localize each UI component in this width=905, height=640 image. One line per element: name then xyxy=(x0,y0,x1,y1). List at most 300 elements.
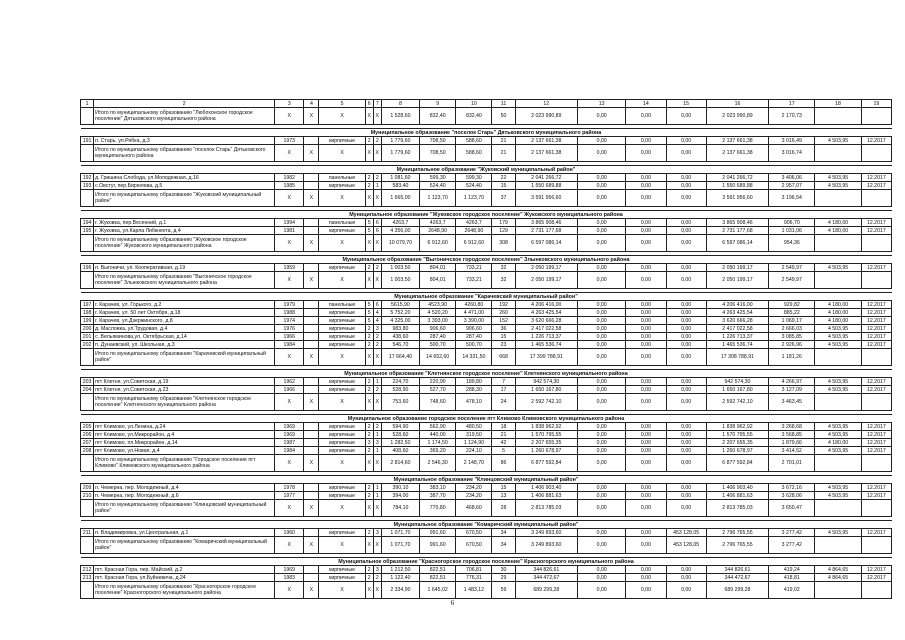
value-cell: 1 122,40 xyxy=(381,574,419,582)
value-cell: 0,00 xyxy=(626,431,666,439)
value-cell: 17 308 788,91 xyxy=(706,349,768,366)
value-cell: 189,80 xyxy=(456,378,492,386)
value-cell: 5 xyxy=(365,309,373,317)
column-number: 18 xyxy=(815,100,861,108)
value-cell: кирпичные xyxy=(319,447,365,455)
municipality-section-title: Муниципальное образование "Красногорское городское поселение" Красногорского муниципального района xyxy=(81,558,892,566)
value-cell: X xyxy=(275,272,304,289)
value-cell: 2 666,03 xyxy=(769,325,815,333)
value-cell: 4 864,65 xyxy=(815,574,861,582)
value-cell xyxy=(81,582,94,599)
value-cell: 234,20 xyxy=(456,484,492,492)
address-cell: г. Карачев, ул.Дзержинского, д.8 xyxy=(94,317,275,325)
value-cell: X xyxy=(373,190,381,207)
value-cell: 0,00 xyxy=(626,145,666,162)
value-cell: 32 xyxy=(492,264,515,272)
value-cell: 562,90 xyxy=(420,423,456,431)
value-cell: 599,30 xyxy=(456,174,492,182)
value-cell: 3 620 666,28 xyxy=(706,317,768,325)
value-cell: 3 016,49 xyxy=(769,137,815,145)
value-cell: X xyxy=(304,537,319,554)
building-row xyxy=(81,378,892,386)
value-cell: 1977 xyxy=(275,492,304,500)
value-cell: 288,30 xyxy=(456,386,492,394)
value-cell: 0,00 xyxy=(578,582,626,599)
municipality-total-row xyxy=(81,190,892,207)
value-cell: X xyxy=(365,394,373,411)
municipality-section-title: Муниципальное образование "Карачевский муниципальный район" xyxy=(81,293,892,301)
value-cell: 2 xyxy=(373,333,381,341)
value-cell: 2 137 661,38 xyxy=(515,145,577,162)
value-cell: 3 672,16 xyxy=(769,484,815,492)
value-cell: 196 xyxy=(81,264,94,272)
value-cell: 12.2017 xyxy=(861,182,891,190)
value-cell: 3 865 908,46 xyxy=(706,219,768,227)
building-row xyxy=(81,219,892,227)
value-cell: 2 926,96 xyxy=(769,341,815,349)
value-cell: 1 003,50 xyxy=(381,264,419,272)
value-cell: 5 xyxy=(365,219,373,227)
value-cell xyxy=(81,108,94,125)
value-cell: 2 xyxy=(365,423,373,431)
building-row xyxy=(81,301,892,309)
value-cell: 18 xyxy=(492,423,515,431)
value-cell: 0,00 xyxy=(578,227,626,235)
value-cell: 4 180,00 xyxy=(815,439,861,447)
value-cell: 2 813 785,03 xyxy=(515,500,577,517)
value-cell: X xyxy=(304,394,319,411)
value-cell xyxy=(861,108,891,125)
address-cell: г. Карачев, ул. 50 лет Октября, д.18 xyxy=(94,309,275,317)
value-cell: 822,51 xyxy=(420,574,456,582)
value-cell: 4 503,95 xyxy=(815,174,861,182)
value-cell: 30 xyxy=(492,566,515,574)
value-cell: X xyxy=(373,272,381,289)
value-cell: 0,00 xyxy=(626,227,666,235)
value-cell: 191 xyxy=(81,137,94,145)
value-cell: 199 xyxy=(81,317,94,325)
value-cell: 0,00 xyxy=(666,574,706,582)
value-cell: 203 xyxy=(81,378,94,386)
value-cell: 689 299,28 xyxy=(706,582,768,599)
value-cell: 6 912,60 xyxy=(456,235,492,252)
value-cell: 0,00 xyxy=(578,264,626,272)
value-cell: 2 549,97 xyxy=(769,264,815,272)
value-cell: 209 xyxy=(81,484,94,492)
value-cell: кирпичные xyxy=(319,492,365,500)
building-row xyxy=(81,317,892,325)
value-cell: 2 xyxy=(365,137,373,145)
value-cell xyxy=(861,455,891,472)
building-row xyxy=(81,447,892,455)
value-cell xyxy=(815,272,861,289)
page-number: 6 xyxy=(450,599,455,607)
value-cell xyxy=(304,447,319,455)
value-cell xyxy=(81,349,94,366)
address-cell: пгт Климово, ул.Ленина, д.24 xyxy=(94,423,275,431)
address-cell: пгт. Красная Гора, пер. Майский, д.2 xyxy=(94,566,275,574)
column-number: 19 xyxy=(861,100,891,108)
value-cell: 2 957,07 xyxy=(769,182,815,190)
value-cell: 12.2017 xyxy=(861,447,891,455)
building-row xyxy=(81,423,892,431)
address-cell: пгт Клетня, ул.Советская, д.23 xyxy=(94,386,275,394)
value-cell: 12.2017 xyxy=(861,484,891,492)
value-cell: 206 xyxy=(81,431,94,439)
value-cell: 4 180,00 xyxy=(815,309,861,317)
value-cell: 0,00 xyxy=(578,301,626,309)
value-cell xyxy=(304,492,319,500)
value-cell: X xyxy=(365,537,373,554)
value-cell: 4 503,95 xyxy=(815,484,861,492)
value-cell: 1 181,26 xyxy=(769,349,815,366)
municipality-section-row xyxy=(81,558,892,566)
value-cell: 12.2017 xyxy=(861,492,891,500)
value-cell: 390,10 xyxy=(381,484,419,492)
value-cell: 1 xyxy=(373,431,381,439)
value-cell: 0,00 xyxy=(626,182,666,190)
value-cell: 1974 xyxy=(275,317,304,325)
value-cell: 1969 xyxy=(275,566,304,574)
value-cell: 0,00 xyxy=(578,137,626,145)
value-cell xyxy=(304,431,319,439)
value-cell: 0,00 xyxy=(666,431,706,439)
municipality-section-title: Муниципальное образование "Жуковское городское поселение" Жуковского муниципального района xyxy=(81,211,892,219)
value-cell: 2 592 742,10 xyxy=(706,394,768,411)
value-cell: 0,00 xyxy=(666,137,706,145)
municipality-section-row xyxy=(81,211,892,219)
value-cell: 0,00 xyxy=(626,423,666,431)
value-cell: 319,50 xyxy=(456,431,492,439)
value-cell: 0,00 xyxy=(578,219,626,227)
value-cell xyxy=(304,174,319,182)
value-cell: 784,10 xyxy=(381,500,419,517)
column-number: 15 xyxy=(666,100,706,108)
municipality-section-row xyxy=(81,129,892,137)
value-cell xyxy=(304,566,319,574)
value-cell: 1 081,60 xyxy=(381,174,419,182)
value-cell: 201 xyxy=(81,333,94,341)
value-cell: 29 xyxy=(492,574,515,582)
value-cell: 2 xyxy=(365,484,373,492)
value-cell: 5 xyxy=(365,301,373,309)
value-cell: X xyxy=(373,455,381,472)
value-cell: 804,01 xyxy=(420,272,456,289)
value-cell: 670,50 xyxy=(456,537,492,554)
value-cell: панельные xyxy=(319,219,365,227)
value-cell: 0,00 xyxy=(666,174,706,182)
value-cell: кирпичные xyxy=(319,317,365,325)
value-cell: кирпичные xyxy=(319,333,365,341)
column-number: 10 xyxy=(456,100,492,108)
value-cell: X xyxy=(365,349,373,366)
value-cell xyxy=(815,394,861,411)
value-cell: 418,81 xyxy=(769,574,815,582)
value-cell: 1994 xyxy=(275,219,304,227)
value-cell: 0,00 xyxy=(626,272,666,289)
address-cell: с.Овстуг, пер.Бирюлева, д.5 xyxy=(94,182,275,190)
value-cell: 1 069,17 xyxy=(769,317,815,325)
value-cell: 1 650 167,80 xyxy=(706,386,768,394)
value-cell: 0,00 xyxy=(578,394,626,411)
value-cell: X xyxy=(304,108,319,125)
value-cell: 194 xyxy=(81,219,94,227)
value-cell: 438,60 xyxy=(381,333,419,341)
value-cell xyxy=(81,235,94,252)
building-row xyxy=(81,137,892,145)
value-cell: X xyxy=(365,500,373,517)
address-cell: Итого по муниципальному образованию "Красногорское городское поселение" Красногорского муниципального района xyxy=(94,582,275,599)
value-cell: 86 xyxy=(492,455,515,472)
value-cell: 1 xyxy=(373,378,381,386)
value-cell: 419,24 xyxy=(769,566,815,574)
value-cell: 1 212,50 xyxy=(381,566,419,574)
value-cell: 0,00 xyxy=(666,325,706,333)
value-cell: 733,21 xyxy=(456,272,492,289)
value-cell: 1 xyxy=(373,492,381,500)
value-cell: 0,00 xyxy=(578,272,626,289)
value-cell: 2 xyxy=(365,325,373,333)
housing-repair-table xyxy=(80,99,892,599)
value-cell: 2648,90 xyxy=(420,227,456,235)
value-cell: 344 826,61 xyxy=(706,566,768,574)
value-cell: 37 xyxy=(492,190,515,207)
value-cell: X xyxy=(365,455,373,472)
municipality-total-row xyxy=(81,500,892,517)
building-row xyxy=(81,264,892,272)
value-cell: 308 xyxy=(492,235,515,252)
value-cell: 1985 xyxy=(275,182,304,190)
value-cell: 4 520,20 xyxy=(420,309,456,317)
address-cell: пгт. Красная Гора, ул.Буйневича, д.24 xyxy=(94,574,275,582)
municipality-section-row xyxy=(81,166,892,174)
value-cell: 50 xyxy=(492,108,515,125)
value-cell: 0,00 xyxy=(626,325,666,333)
value-cell: 419,02 xyxy=(769,582,815,599)
column-number: 9 xyxy=(420,100,456,108)
value-cell xyxy=(304,333,319,341)
value-cell: 0,00 xyxy=(578,309,626,317)
value-cell xyxy=(304,227,319,235)
building-row xyxy=(81,182,892,190)
value-cell: 4 xyxy=(373,317,381,325)
value-cell: X xyxy=(319,394,365,411)
value-cell: 4 503,95 xyxy=(815,447,861,455)
value-cell: X xyxy=(373,235,381,252)
value-cell: X xyxy=(373,349,381,366)
value-cell: 1 879,66 xyxy=(769,439,815,447)
value-cell: 0,00 xyxy=(626,574,666,582)
address-cell: г. Карачев, ул. Горького, д.2 xyxy=(94,301,275,309)
value-cell: 0,00 xyxy=(666,341,706,349)
building-row xyxy=(81,333,892,341)
value-cell: 3 414,52 xyxy=(769,447,815,455)
value-cell: 0,00 xyxy=(626,333,666,341)
value-cell: 1962 xyxy=(275,378,304,386)
value-cell: 2 813 785,03 xyxy=(706,500,768,517)
value-cell: X xyxy=(275,190,304,207)
building-row xyxy=(81,386,892,394)
value-cell xyxy=(304,574,319,582)
value-cell: 17 399 788,91 xyxy=(515,349,577,366)
value-cell: 4260,80 xyxy=(456,301,492,309)
value-cell: 12.2017 xyxy=(861,386,891,394)
value-cell: 2 207 655,35 xyxy=(515,439,577,447)
value-cell: 1 123,70 xyxy=(420,190,456,207)
value-cell: X xyxy=(319,349,365,366)
value-cell: 4 180,00 xyxy=(815,301,861,309)
value-cell: 524,40 xyxy=(456,182,492,190)
address-cell: г. Жуковка, ул.Карла Либкнехта, д.4 xyxy=(94,227,275,235)
value-cell xyxy=(304,264,319,272)
value-cell: X xyxy=(365,108,373,125)
value-cell: 2 xyxy=(365,264,373,272)
value-cell: 202 xyxy=(81,341,94,349)
address-cell: Итого по муниципальному образованию "Жуковский муниципальный район" xyxy=(94,190,275,207)
value-cell: 1 031,06 xyxy=(769,227,815,235)
value-cell: X xyxy=(304,582,319,599)
value-cell: 0,00 xyxy=(626,317,666,325)
value-cell: 6 597 086,14 xyxy=(706,235,768,252)
value-cell: 0,00 xyxy=(578,235,626,252)
value-cell xyxy=(304,309,319,317)
value-cell: 4 206 416,00 xyxy=(706,301,768,309)
value-cell xyxy=(861,394,891,411)
value-cell: 0,00 xyxy=(666,108,706,125)
value-cell: 12.2017 xyxy=(861,301,891,309)
value-cell: 1960 xyxy=(275,529,304,537)
value-cell: 1976 xyxy=(275,325,304,333)
value-cell: 193 xyxy=(81,182,94,190)
municipality-total-row xyxy=(81,235,892,252)
value-cell xyxy=(815,235,861,252)
value-cell: 1959 xyxy=(275,264,304,272)
address-cell: п. Старь, ул.Рябка, д.3 xyxy=(94,137,275,145)
value-cell: 1966 xyxy=(275,333,304,341)
value-cell: 3 085,85 xyxy=(769,333,815,341)
value-cell: 21 xyxy=(492,137,515,145)
value-cell: 0,00 xyxy=(666,484,706,492)
value-cell: 0,00 xyxy=(666,439,706,447)
value-cell: 15 xyxy=(492,182,515,190)
value-cell: 1 xyxy=(373,447,381,455)
building-row xyxy=(81,174,892,182)
value-cell: 212 xyxy=(81,566,94,574)
value-cell: 234,20 xyxy=(456,492,492,500)
value-cell: 4 180,00 xyxy=(815,317,861,325)
value-cell xyxy=(304,423,319,431)
value-cell: 0,00 xyxy=(578,500,626,517)
value-cell: 12.2017 xyxy=(861,264,891,272)
value-cell: 0,00 xyxy=(626,455,666,472)
value-cell: 1 226 713,37 xyxy=(706,333,768,341)
address-cell: г. Жуковка, пер.Весенний, д.1 xyxy=(94,219,275,227)
value-cell: 885,22 xyxy=(769,309,815,317)
value-cell: 942 574,30 xyxy=(706,378,768,386)
value-cell: X xyxy=(319,455,365,472)
value-cell: 1 071,70 xyxy=(381,529,419,537)
value-cell: X xyxy=(304,235,319,252)
value-cell: 5615,90 xyxy=(381,301,419,309)
value-cell: 3 591 956,60 xyxy=(515,190,577,207)
municipality-total-row xyxy=(81,145,892,162)
value-cell: 1969 xyxy=(275,423,304,431)
value-cell: 0,00 xyxy=(578,386,626,394)
value-cell: 3 650,47 xyxy=(769,500,815,517)
value-cell: 2 023 990,89 xyxy=(706,108,768,125)
municipality-section-title: Муниципальное образование "Клетнянское городское поселение" Клетнянского муниципального района xyxy=(81,370,892,378)
value-cell: 12.2017 xyxy=(861,566,891,574)
value-cell: кирпичные xyxy=(319,484,365,492)
value-cell: 2 xyxy=(373,341,381,349)
value-cell: 2 xyxy=(365,182,373,190)
value-cell: 207 xyxy=(81,439,94,447)
value-cell: 3 249 893,60 xyxy=(515,537,577,554)
value-cell: 0,00 xyxy=(626,137,666,145)
value-cell: X xyxy=(275,582,304,599)
table-body xyxy=(81,100,892,599)
value-cell xyxy=(304,325,319,333)
value-cell: 440,00 xyxy=(420,431,456,439)
value-cell: X xyxy=(275,349,304,366)
value-cell: 12.2017 xyxy=(861,325,891,333)
value-cell: 2 546,30 xyxy=(420,455,456,472)
value-cell: 369,20 xyxy=(420,447,456,455)
value-cell: X xyxy=(319,582,365,599)
value-cell: 480,50 xyxy=(456,423,492,431)
value-cell: 906,70 xyxy=(769,219,815,227)
value-cell: 468,60 xyxy=(456,500,492,517)
value-cell: X xyxy=(365,582,373,599)
value-cell: 0,00 xyxy=(626,264,666,272)
value-cell: 192 xyxy=(492,301,515,309)
value-cell: 4 325,00 xyxy=(381,317,419,325)
value-cell: 1 528,60 xyxy=(381,108,419,125)
value-cell xyxy=(81,272,94,289)
value-cell: 12.2017 xyxy=(861,219,891,227)
value-cell: 2 023 990,89 xyxy=(515,108,577,125)
municipality-section-row xyxy=(81,415,892,423)
value-cell: 0,00 xyxy=(626,174,666,182)
value-cell: 12.2017 xyxy=(861,431,891,439)
value-cell: 192 xyxy=(81,174,94,182)
value-cell: 3 127,09 xyxy=(769,386,815,394)
value-cell: 0,00 xyxy=(666,386,706,394)
value-cell: 478,10 xyxy=(456,394,492,411)
value-cell: 2 549,97 xyxy=(769,272,815,289)
value-cell: 0,00 xyxy=(666,235,706,252)
value-cell: 6 877 592,84 xyxy=(515,455,577,472)
value-cell: 0,00 xyxy=(666,378,706,386)
address-cell: Итого по муниципальному образованию "Выгоничское городское поселение" Злынковского муниципального района xyxy=(94,272,275,289)
value-cell: 0,00 xyxy=(578,349,626,366)
value-cell xyxy=(304,137,319,145)
building-row xyxy=(81,484,892,492)
value-cell: 0,00 xyxy=(626,500,666,517)
building-row xyxy=(81,566,892,574)
value-cell: 0,00 xyxy=(666,301,706,309)
value-cell: X xyxy=(365,272,373,289)
value-cell: 0,00 xyxy=(626,566,666,574)
municipality-total-row xyxy=(81,108,892,125)
value-cell: 344 472,67 xyxy=(515,574,577,582)
column-number: 17 xyxy=(769,100,815,108)
value-cell: 0,00 xyxy=(626,309,666,317)
municipality-section-row xyxy=(81,256,892,264)
value-cell: 4 206 416,00 xyxy=(515,301,577,309)
value-cell: 4 503,95 xyxy=(815,378,861,386)
value-cell: 2 xyxy=(365,431,373,439)
